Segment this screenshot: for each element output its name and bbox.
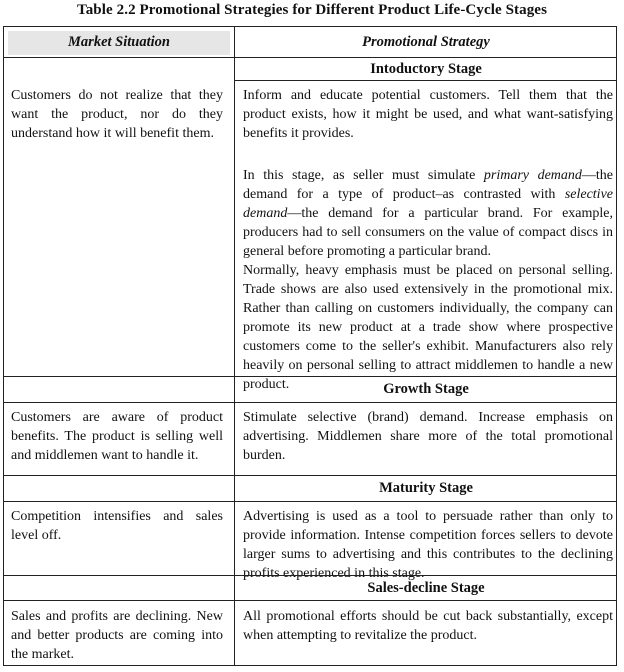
row-divider (4, 475, 616, 476)
situation-maturity: Competition intensifies and sales level off. (11, 509, 223, 543)
header-market-situation: Market Situation (68, 34, 170, 50)
header-promotional-strategy: Promotional Strategy (362, 34, 490, 50)
row-divider (4, 402, 616, 403)
situation-introductory: Customers do not realize that they want the product, nor do they understand how it will benefit them. (11, 88, 223, 141)
row-divider (4, 600, 616, 601)
stage-heading-growth: Growth Stage (383, 381, 469, 397)
situation-sales-decline: Sales and profits are declining. New and better products are coming into the market. (11, 609, 223, 662)
strategy-introductory-2: In this stage, as seller must simulate primary demand—the demand for a type of product–as contrasted with selective demand—the demand for a particular brand. For example, producers had to sell consumers on the value of compact discs in general before promoting a particular brand. (243, 168, 614, 259)
row-divider (4, 376, 616, 377)
stage-heading-introductory: Intoductory Stage (370, 61, 482, 77)
strategy-growth: Stimulate selective (brand) demand. Increase emphasis on advertising. Middlemen share more of the total promotional burden. (243, 410, 613, 463)
stage-heading-maturity: Maturity Stage (379, 480, 473, 496)
table-caption: Table 2.2 Promotional Strategies for Different Product Life-Cycle Stages (76, 2, 548, 18)
column-divider (234, 27, 235, 665)
row-divider (4, 57, 616, 58)
strategy-maturity: Advertising is used as a tool to persuade rather than only to provide information. Intense competition forces sellers to devote larger sums to advertising and this contributes to the declining profits experienced in this stage. (243, 509, 613, 581)
row-divider (4, 501, 616, 502)
row-divider (234, 80, 616, 81)
promotional-strategies-table (3, 26, 617, 666)
strategy-sales-decline: All promotional efforts should be cut back substantially, except when attempting to revitalize the product. (243, 609, 613, 643)
row-divider (4, 575, 616, 576)
strategy-introductory-1: Inform and educate potential customers. Tell them that the product exists, how it might be used, and what want-satisfying benefits it provides. (243, 88, 613, 141)
situation-growth: Customers are aware of product benefits. The product is selling well and middlemen want to handle it. (11, 410, 223, 463)
stage-heading-sales-decline: Sales-decline Stage (367, 580, 485, 596)
strategy-introductory-3: Normally, heavy emphasis must be placed on personal selling. Trade shows are also used extensively in the promotional mix. Rather than calling on customers individually, the company can promote its new product at a trade show where prospective customers come to the seller's exhibit. Manufacturers also rely heavily on personal selling to attract middlemen to handle a new product. (243, 263, 613, 392)
